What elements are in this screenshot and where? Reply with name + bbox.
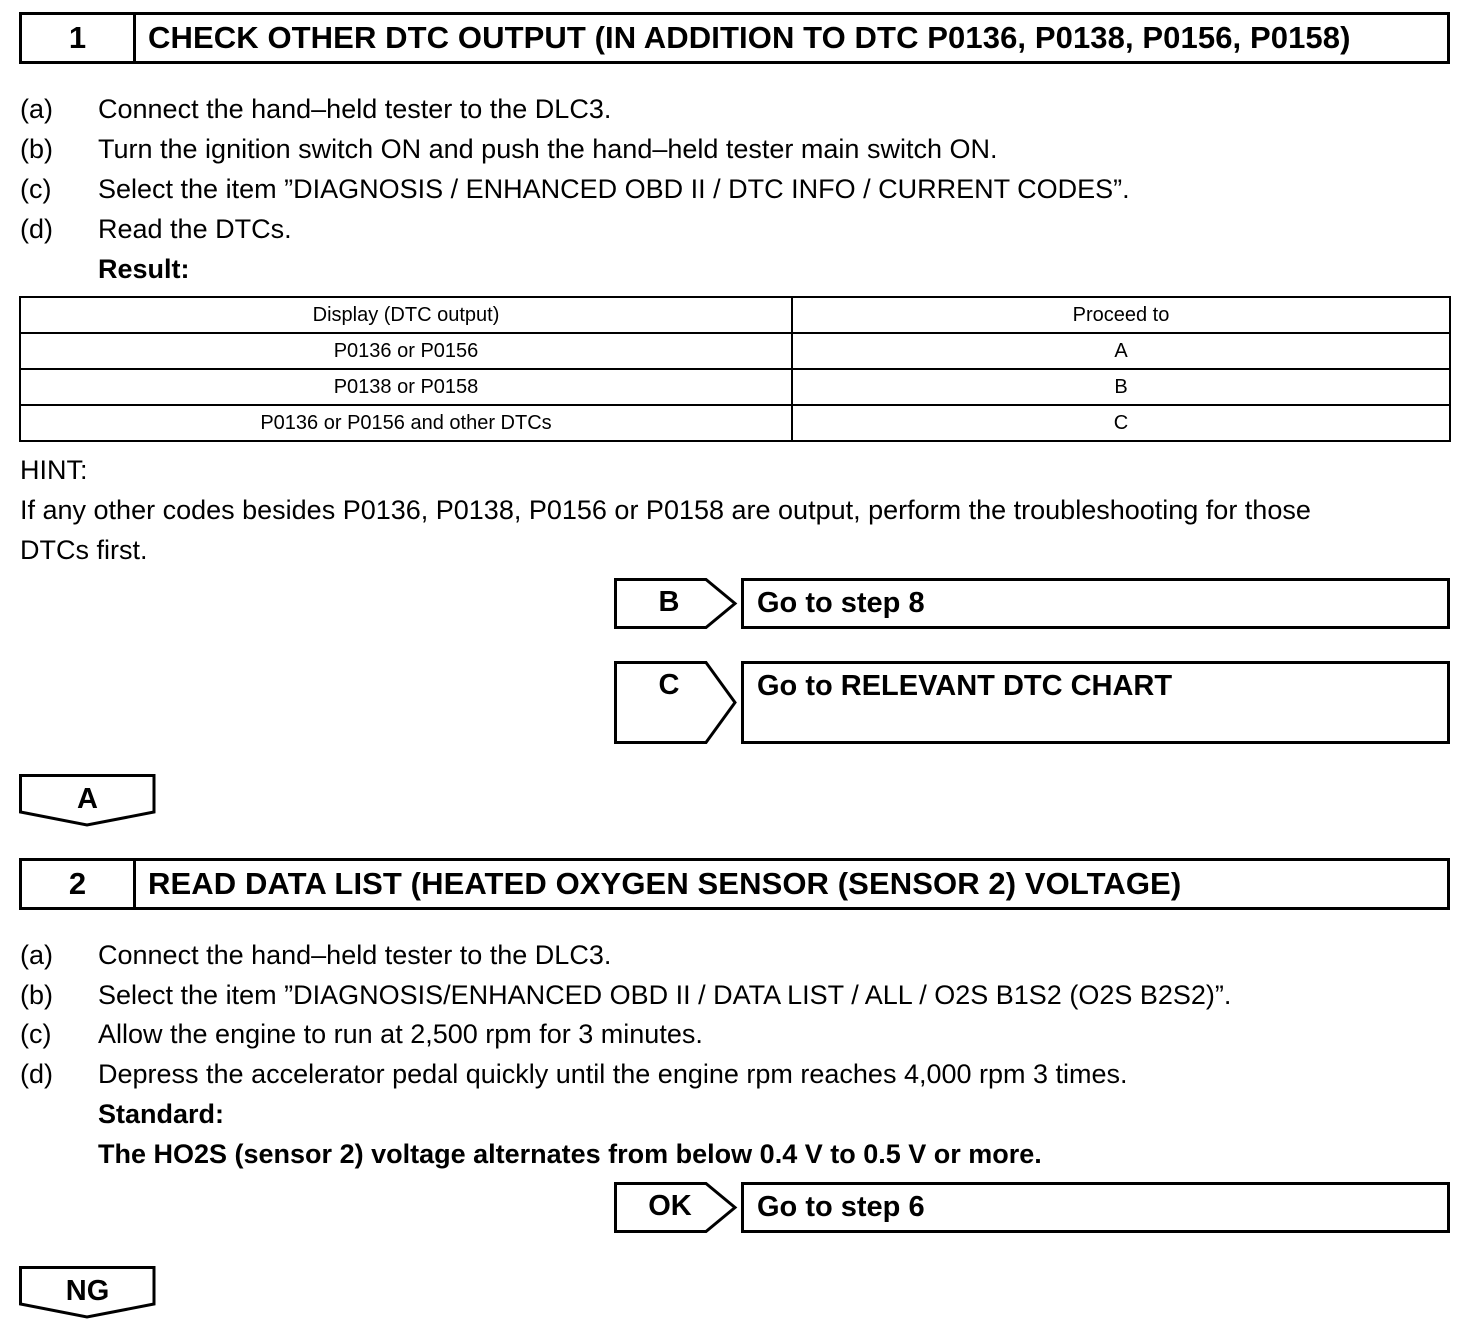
table-cell: P0138 or P0158 (20, 369, 792, 405)
branch-b-label: B (658, 586, 680, 618)
branch-ok-target: Go to step 6 (741, 1182, 1450, 1233)
step-1-title: CHECK OTHER DTC OUTPUT (IN ADDITION TO DTC P0136, P0138, P0156, P0158) (148, 20, 1351, 55)
standard-label: Standard: (98, 1099, 225, 1129)
hint-text-line-2: DTCs first. (20, 535, 148, 565)
table-row (20, 369, 1450, 405)
result-table (19, 296, 1451, 442)
branch-ng-label: NG (65, 1275, 110, 1307)
table-header-row (20, 297, 1450, 333)
item-letter: (c) (20, 174, 52, 204)
step-1-item-d (20, 209, 292, 249)
item-letter: (b) (20, 134, 53, 164)
table-cell: P0136 or P0156 and other DTCs (20, 405, 792, 441)
step-2-number: 2 (22, 861, 136, 907)
table-cell: P0136 or P0156 (20, 333, 792, 369)
table-cell: B (792, 369, 1450, 405)
item-letter: (d) (20, 214, 53, 244)
table-row (20, 333, 1450, 369)
item-text: Connect the hand–held tester to the DLC3. (98, 940, 612, 970)
step-1-item-c (20, 169, 1130, 209)
table-cell: A (792, 333, 1450, 369)
item-letter: (c) (20, 1019, 52, 1049)
item-text: Depress the accelerator pedal quickly until the engine rpm reaches 4,000 rpm 3 times. (98, 1059, 1128, 1089)
table-header-display: Display (DTC output) (20, 297, 792, 333)
item-letter: (a) (20, 94, 53, 124)
item-letter: (b) (20, 980, 53, 1010)
standard-text: The HO2S (sensor 2) voltage alternates from below 0.4 V to 0.5 V or more. (98, 1139, 1042, 1169)
step-2-item-b (20, 975, 1231, 1015)
table-row (20, 405, 1450, 441)
item-text: Select the item ”DIAGNOSIS/ENHANCED OBD II / DATA LIST / ALL / O2S B1S2 (O2S B2S2)”. (98, 980, 1232, 1010)
item-text: Read the DTCs. (98, 214, 292, 244)
item-text: Connect the hand–held tester to the DLC3. (98, 94, 612, 124)
table-cell: C (792, 405, 1450, 441)
step-2-header (19, 858, 1450, 910)
branch-c-target: Go to RELEVANT DTC CHART (741, 661, 1450, 744)
step-1-number: 1 (22, 15, 136, 61)
hint-label: HINT: (20, 455, 88, 485)
result-label: Result: (98, 254, 190, 284)
item-text: Allow the engine to run at 2,500 rpm for 3 minutes. (98, 1019, 703, 1049)
branch-ok-label: OK (648, 1190, 692, 1222)
step-2-title: READ DATA LIST (HEATED OXYGEN SENSOR (SENSOR 2) VOLTAGE) (148, 866, 1182, 901)
item-letter: (a) (20, 940, 53, 970)
step-1-item-b (20, 129, 997, 169)
branch-c-label: C (658, 669, 680, 701)
step-1-header (19, 12, 1450, 64)
step-2-item-a (20, 935, 611, 975)
table-header-proceed: Proceed to (792, 297, 1450, 333)
hint-text-line-1: If any other codes besides P0136, P0138, P0156 or P0158 are output, perform the troubleshooting for those (20, 495, 1311, 525)
step-2-item-d (20, 1054, 1128, 1094)
branch-a-label: A (77, 783, 98, 815)
step-2-item-c (20, 1014, 703, 1054)
item-text: Select the item ”DIAGNOSIS / ENHANCED OBD II / DTC INFO / CURRENT CODES”. (98, 174, 1130, 204)
item-text: Turn the ignition switch ON and push the hand–held tester main switch ON. (98, 134, 998, 164)
step-1-item-a (20, 89, 611, 129)
branch-b-target: Go to step 8 (741, 578, 1450, 629)
item-letter: (d) (20, 1059, 53, 1089)
